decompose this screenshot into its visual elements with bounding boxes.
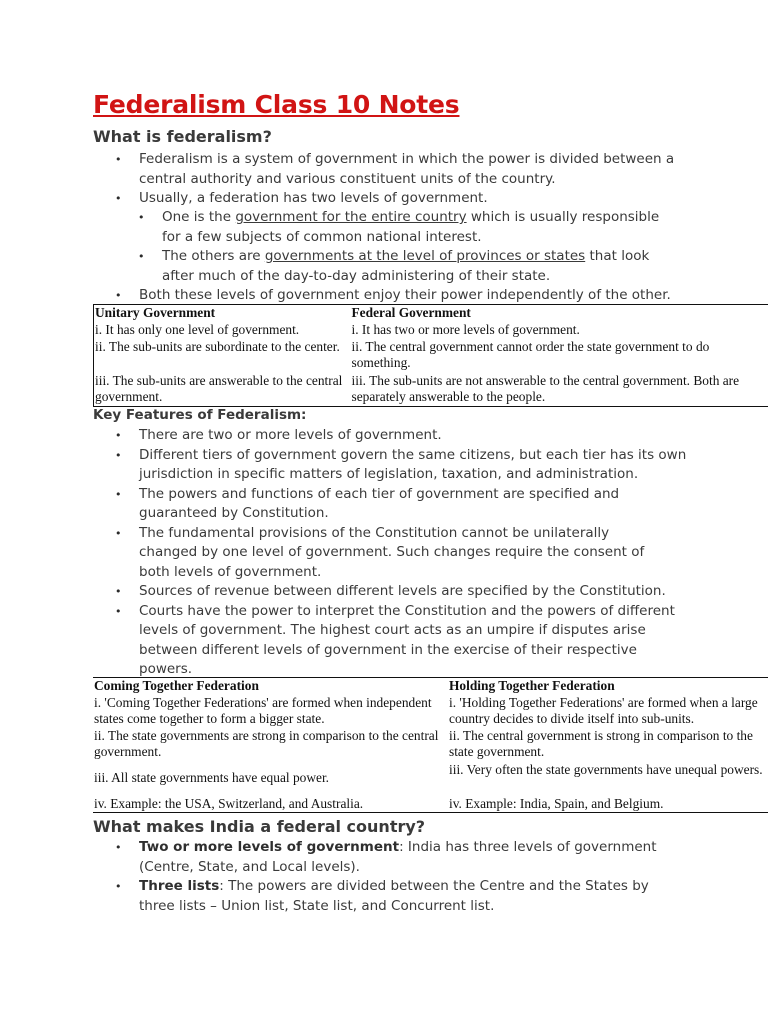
- list-item: • Three lists: The powers are divided between the Centre and the States by three lists – Union list, State list, and Concurrent list.: [93, 877, 705, 916]
- page-title: Federalism Class 10 Notes: [93, 90, 460, 119]
- table-cell: iii. All state governments have equal power.: [94, 770, 330, 786]
- table-cell: i. 'Coming Together Federations' are formed when independent states come together to form a bigger state.: [94, 694, 432, 726]
- bold-term: Three lists: [139, 878, 220, 894]
- section-heading-what-is-federalism: What is federalism?: [93, 127, 272, 146]
- table-cell: i. It has two or more levels of government.: [351, 321, 580, 337]
- link-text: government for the entire country: [235, 209, 467, 225]
- table-cell: i. 'Holding Together Federations' are formed when a large country decides to divide itself into sub-units.: [449, 694, 758, 726]
- list-item: • Federalism is a system of government in which the power is divided between a central authority and various constituent units of the country.: [93, 150, 693, 189]
- key-features-list: [93, 426, 705, 680]
- table-cell: iv. Example: the USA, Switzerland, and Australia.: [94, 795, 364, 811]
- table-row: [93, 762, 768, 796]
- table-row: [94, 322, 768, 339]
- table-row: [93, 796, 768, 813]
- table-row: [93, 695, 768, 728]
- table-cell: ii. The central government is strong in comparison to the state government.: [449, 727, 753, 759]
- list-item: • Both these levels of government enjoy their power independently of the other.: [93, 286, 768, 306]
- government-levels-sublist: [93, 208, 693, 286]
- table-cell: ii. The sub-units are subordinate to the center.: [95, 338, 340, 354]
- list-item: • Different tiers of government govern the same citizens, but each tier has its own jurisdiction in specific matters of legislation, taxation, and administration.: [93, 446, 705, 485]
- table-header: Unitary Government: [95, 305, 216, 320]
- bold-term: Two or more levels of government: [139, 839, 400, 855]
- table-cell: i. It has only one level of government.: [95, 321, 300, 337]
- table-cell: iv. Example: India, Spain, and Belgium.: [449, 795, 664, 811]
- table-cell: ii. The central government cannot order the state government to do something.: [351, 338, 710, 370]
- table-row: [94, 373, 768, 407]
- section-heading-india-federal: What makes India a federal country?: [93, 817, 426, 836]
- list-item: • Usually, a federation has two levels of government.: [93, 189, 693, 209]
- unitary-vs-federal-table: [93, 304, 768, 407]
- table-row: [94, 339, 768, 373]
- india-federal-list: [93, 838, 705, 916]
- table-header: Federal Government: [351, 305, 471, 320]
- table-header: Coming Together Federation: [94, 678, 259, 693]
- list-item: • Two or more levels of government: India has three levels of government (Centre, State, and Local levels).: [93, 838, 705, 877]
- link-text: governments at the level of provinces or states: [264, 248, 586, 264]
- federalism-bullet-list: [93, 150, 693, 209]
- list-item: • The powers and functions of each tier of government are specified and guaranteed by Constitution.: [93, 485, 705, 524]
- federation-types-table: [93, 677, 768, 813]
- table-row: [93, 728, 768, 762]
- list-item: • The others are governments at the level of provinces or states that look after much of the day-to-day administering of their state.: [93, 247, 693, 286]
- list-item: • Courts have the power to interpret the Constitution and the powers of different levels of government. The highest court acts as an umpire if disputes arise between different levels of government in the exercise of their respective powers.: [93, 602, 705, 680]
- table-cell: iii. Very often the state governments have unequal powers.: [449, 761, 763, 777]
- list-item: • There are two or more levels of government.: [93, 426, 705, 446]
- table-cell: iii. The sub-units are not answerable to the central government. Both are separately answerable to the people.: [351, 372, 740, 404]
- table-header: Holding Together Federation: [449, 678, 615, 693]
- table-cell: ii. The state governments are strong in comparison to the central government.: [94, 727, 439, 759]
- section-heading-key-features: Key Features of Federalism:: [93, 407, 307, 423]
- list-item: • Sources of revenue between different levels are specified by the Constitution.: [93, 582, 705, 602]
- independence-bullet: [93, 286, 768, 306]
- list-item: • The fundamental provisions of the Constitution cannot be unilaterally changed by one level of government. Such changes require the consent of both levels of government.: [93, 524, 705, 583]
- table-cell: iii. The sub-units are answerable to the central government.: [95, 372, 343, 404]
- list-item: • One is the government for the entire country which is usually responsible for a few subjects of common national interest.: [93, 208, 693, 247]
